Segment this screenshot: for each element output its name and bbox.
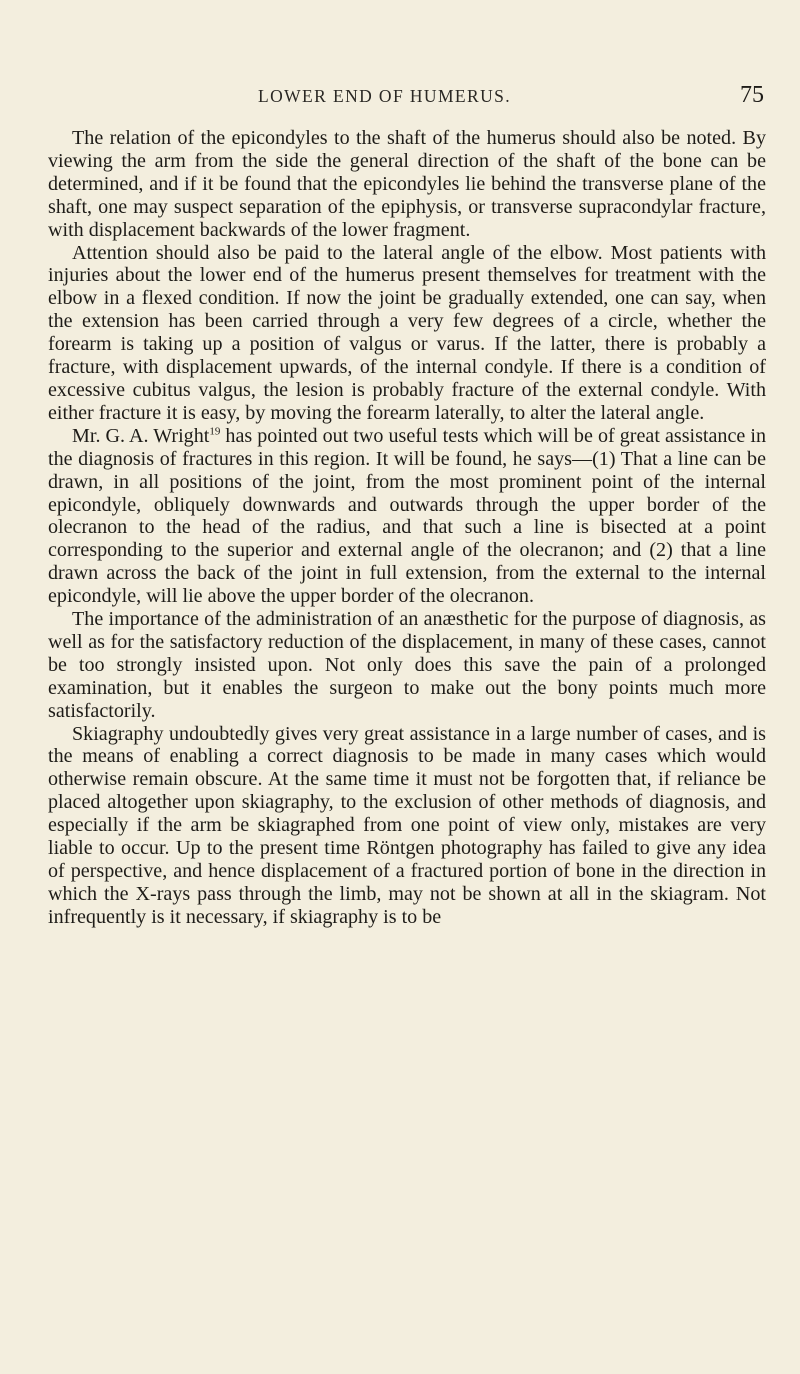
wright-text-start: Mr. G. A. Wright xyxy=(72,424,210,447)
wright-text-rest: has pointed out two useful tests which will be of great assistance in the diagnosis of fractures in this region. It will be found, he says—(1) That a line can be drawn, in all positions of the joint, from the most prominent point of the internal epicondyle, obliquely downwards and outwards through the upper border of the olecranon to the head of the radius, and that such a line is bisected at a point corresponding to the superior and external angle of the olecranon; and (2) that a line drawn across the back of the joint in full extension, from the external to the internal epicondyle, will lie above the upper border of the olecranon. xyxy=(48,424,766,608)
footnote-reference[interactable]: 19 xyxy=(209,425,221,438)
body-text xyxy=(48,127,766,929)
paragraph-lateral-angle: Attention should also be paid to the lateral angle of the elbow. Most patients with injuries about the lower end of the humerus present themselves for treatment with the elbow in a flexed condition. If now the joint be gradually extended, one can say, when the extension has been carried through a very few degrees of a circle, whether the forearm is taking up a position of valgus or varus. If the latter, there is probably a fracture, with displacement upwards, of the internal condyle. If there is a condition of excessive cubitus valgus, the lesion is probably fracture of the external condyle. With either fracture it is easy, by moving the forearm laterally, to alter the lateral angle. xyxy=(48,241,766,424)
paragraph-skiagraphy: Skiagraphy undoubtedly gives very great assistance in a large number of cases, and is the means of enabling a correct diagnosis to be made in many cases which would otherwise remain obscure. At the same time it must not be forgotten that, if reliance be placed altogether upon skiagraphy, to the exclusion of other methods of diagnosis, and especially if the arm be skiagraphed from one point of view only, mistakes are very liable to occur. Up to the present time Röntgen photography has failed to give any idea of perspective, and hence displacement of a fractured portion of bone in the direction in which the X-rays pass through the limb, may not be shown at all in the skiagram. Not infrequently is it necessary, if skiagraphy is to be xyxy=(48,722,766,928)
running-head: LOWER END OF HUMERUS. xyxy=(258,86,512,106)
paragraph-anaesthetic: The importance of the administration of an anæsthetic for the purpose of diagnosis, as well as for the satisfactory reduction of the displacement, in many of these cases, cannot be too strongly insisted upon. Not only does this save the pain of a prolonged examination, but it enables the surgeon to make out the bony points much more satisfactorily. xyxy=(48,608,766,722)
paragraph-wright-tests xyxy=(48,425,766,608)
page-header xyxy=(64,84,764,112)
paragraph-epicondyles: The relation of the epicondyles to the shaft of the humerus should also be noted. By viewing the arm from the side the general direction of the shaft of the bone can be determined, and if it be found that the epicondyles lie behind the transverse plane of the shaft, one may suspect separation of the epiphysis, or transverse supracondylar fracture, with displacement backwards of the lower fragment. xyxy=(48,127,766,241)
page-number: 75 xyxy=(740,82,764,108)
